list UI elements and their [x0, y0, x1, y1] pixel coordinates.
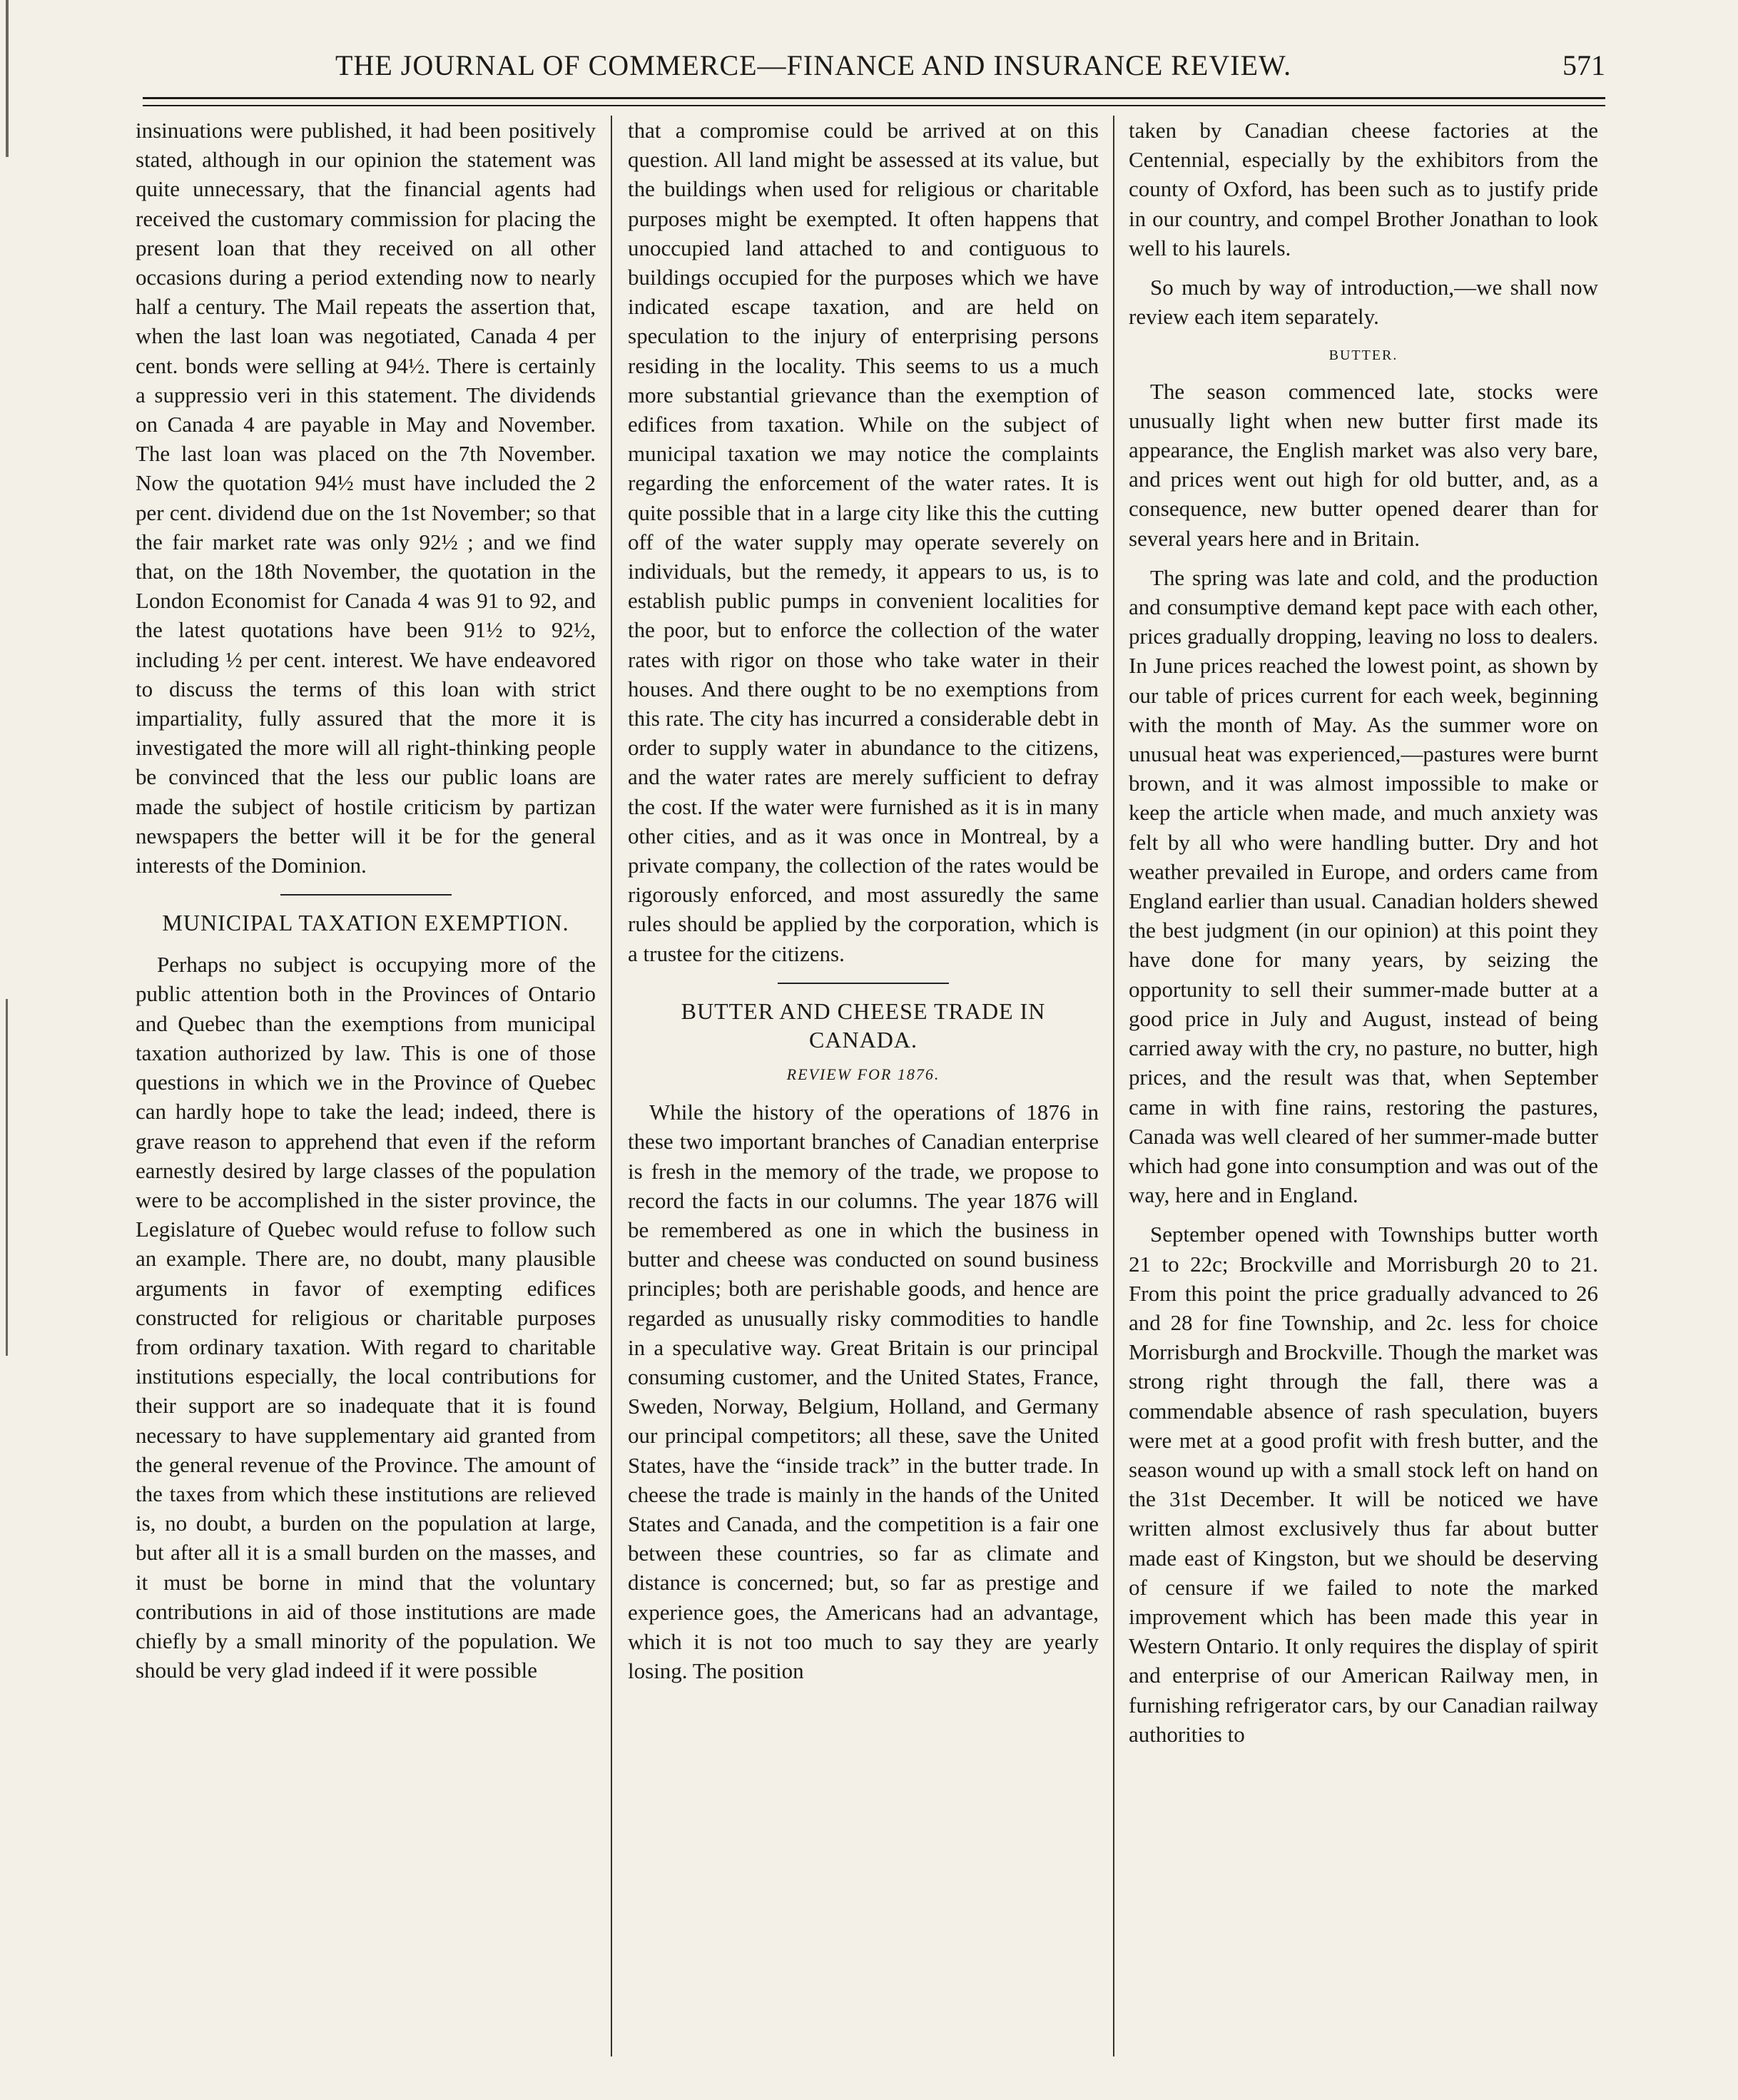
article-heading: MUNICIPAL TAXATION EXEMPTION. — [162, 910, 569, 936]
article-paragraph: So much by way of introduction,—we shall now review each item separately. — [1129, 275, 1598, 330]
article-paragraph: Perhaps no subject is occupying more of the public attention both in the Provinces of Ontario and Quebec than the exemptions from municipal taxation authorized by law. This is one of those questions in which we in the Province of Quebec can hardly hope to take the lead; indeed, there is grave reason to apprehend that even if the reform earnestly desired by large classes of the population were to be accomplished in the sister province, the Legislature of Quebec would refuse to follow such an example. There are, no doubt, many plausible arguments in favor of exempting edifices constructed for religious or charitable purposes from ordinary taxation. With regard to charitable institutions especially, the local contributions for their support are so inadequate that it is found necessary to have supplementary aid granted from the general revenue of the Province. The amount of the taxes from which these institutions are relieved is, no doubt, a burden on the population at large, but after all it is a small burden on the masses, and it must be borne in mind that the voluntary contributions in aid of those institutions are made chiefly by a small minority of the population. We should be very glad indeed if it were possible — [136, 952, 596, 1683]
column-3 — [1129, 116, 1598, 2078]
column-divider — [611, 116, 612, 2056]
article-paragraph: that a compromise could be arrived at on this question. All land might be assessed at its value, but the buildings when used for religious or charitable purposes might be exempted. It often happens that unoccupied land attached to and contiguous to buildings occupied for the purposes which we have indicated escape taxation, and are held on speculation to the injury of enterprising persons residing in the locality. This seems to us a much more substantial grievance than the exemption of edifices from taxation. While on the subject of municipal taxation we may notice the complaints regarding the enforcement of the water rates. It is quite possible that in a large city like this the cutting off of the water supply may operate severely on individuals, but the remedy, it appears to us, is to establish public pumps in convenient localities for the poor, but to enforce the collection of the water rates with rigor on those who take water in their houses. And there ought to be no exemptions from this rate. The city has incurred a considerable debt in order to supply water in abundance to the citizens, and the water rates are merely sufficient to defray the cost. If the water were furnished as it is in many other cities, and as it was once in Montreal, by a private company, the collection of the rates would be rigorously enforced, and most assuredly the same rules should be applied by the corporation, which is a trustee for the citizens. — [628, 118, 1099, 966]
page-number: 571 — [1562, 49, 1605, 81]
article-paragraph: The season commenced late, stocks were unusually light when new butter first made its appearance, the English market was also very bare, and prices went out high for old butter, and, as a consequence, new butter opened dearer than for several years here and in Britain. — [1129, 378, 1598, 551]
journal-title: THE JOURNAL OF COMMERCE—FINANCE AND INSURANCE REVIEW. — [335, 49, 1292, 81]
running-header — [143, 49, 1605, 98]
article-paragraph: The spring was late and cold, and the production and consumptive demand kept pace with each other, prices gradually dropping, leaving no loss to dealers. In June prices reached the lowest point, as shown by our table of prices current for each week, beginning with the month of May. As the summer wore on unusual heat was experienced,—pastures were burnt brown, and it was almost impossible to make or keep the article when made, and much anxiety was felt by all who were handling butter. Dry and hot weather prevailed in Europe, and orders came from England earlier than usual. Canadian holders shewed the best judgment (in our opinion) at this point they have done for many years, by seizing the opportunity to sell their summer-made butter at a good price in July and August, instead of being carried away with the cry, no pasture, no butter, high prices, and the result was that, when September came in with fine rains, restoring the pastures, Canada was well cleared of her summer-made butter which had gone into consumption and was out of the way, here and in England. — [1129, 564, 1598, 1208]
section-divider — [280, 894, 452, 896]
header-rule — [143, 97, 1605, 106]
article-paragraph: September opened with Townships butter worth 21 to 22c; Brockville and Morrisburgh 20 to 21. From this point the price gradually advanced to 26 and 28 for fine Township, and 2c. less for choice Morrisburgh and Brockville. Though the market was strong right through the fall, there was a commendable absence of rash speculation, buyers were met at a good profit with fresh butter, and the season wound up with a small stock left on hand on the 31st December. It will be noticed we have written almost exclusively thus far about butter made east of Kingston, but we should be deserving of censure if we failed to note the marked improvement which has been made this year in Western Ontario. It only requires the display of spirit and enterprise of our American Railway men, in furnishing refrigerator cars, by our Canadian railway authorities to — [1129, 1222, 1598, 1747]
scan-edge-mark — [6, 999, 8, 1356]
article-heading: BUTTER AND CHEESE TRADE IN CANADA. — [681, 998, 1046, 1052]
section-subhead: BUTTER. — [1328, 348, 1398, 364]
column-1 — [136, 116, 596, 2078]
column-2 — [628, 116, 1099, 2078]
article-paragraph: insinuations were published, it had been positively stated, although in our opinion the statement was quite unnecessary, that the financial agents had received the customary commission for placing the present loan that they received on all other occasions during a period extending now to nearly half a century. The Mail repeats the assertion that, when the last loan was negotiated, Canada 4 per cent. bonds were selling at 94½. There is certainly a suppressio veri in this statement. The dividends on Canada 4 are payable in May and November. The last loan was placed on the 7th November. Now the quotation 94½ must have included the 2 per cent. dividend due on the 1st November; so that the fair market rate was only 92½ ; and we find that, on the 18th November, the quotation in the London Economist for Canada 4 was 91 to 92, and the latest quotations have been 91½ to 92½, including ½ per cent. interest. We have endeavored to discuss the terms of this loan with strict impartiality, fully assured that the more it is investigated the more will all right-thinking people be convinced that the less our public loans are made the subject of hostile criticism by partizan newspapers the better will it be for the general interests of the Dominion. — [136, 118, 596, 878]
scan-edge-mark — [6, 0, 9, 157]
column-divider — [1113, 116, 1114, 2056]
section-divider — [778, 983, 949, 984]
article-paragraph: While the history of the operations of 1876 in these two important branches of Canadian enterprise is fresh in the memory of the trade, we propose to record the facts in our columns. The year 1876 will be remembered as one in which the business in butter and cheese was conducted on sound business principles; both are perishable goods, and hence are regarded as unusually risky commodities to handle in a speculative way. Great Britain is our principal consuming customer, and the United States, France, Sweden, Norway, Belgium, Holland, and Germany our principal competitors; all these, save the United States, have the “inside track” in the butter trade. In cheese the trade is mainly in the hands of the United States and Canada, and the competition is a fair one between these countries, so far as climate and distance is concerned; but, so far as prestige and experience goes, the Americans had an advantage, which it is not too much to say they are yearly losing. The position — [628, 1100, 1099, 1683]
article-paragraph: taken by Canadian cheese factories at the Centennial, especially by the exhibitors from the county of Oxford, has been such as to justify pride in our country, and compel Brother Jonathan to look well to his laurels. — [1129, 118, 1598, 260]
article-byline: REVIEW FOR 1876. — [786, 1065, 940, 1083]
